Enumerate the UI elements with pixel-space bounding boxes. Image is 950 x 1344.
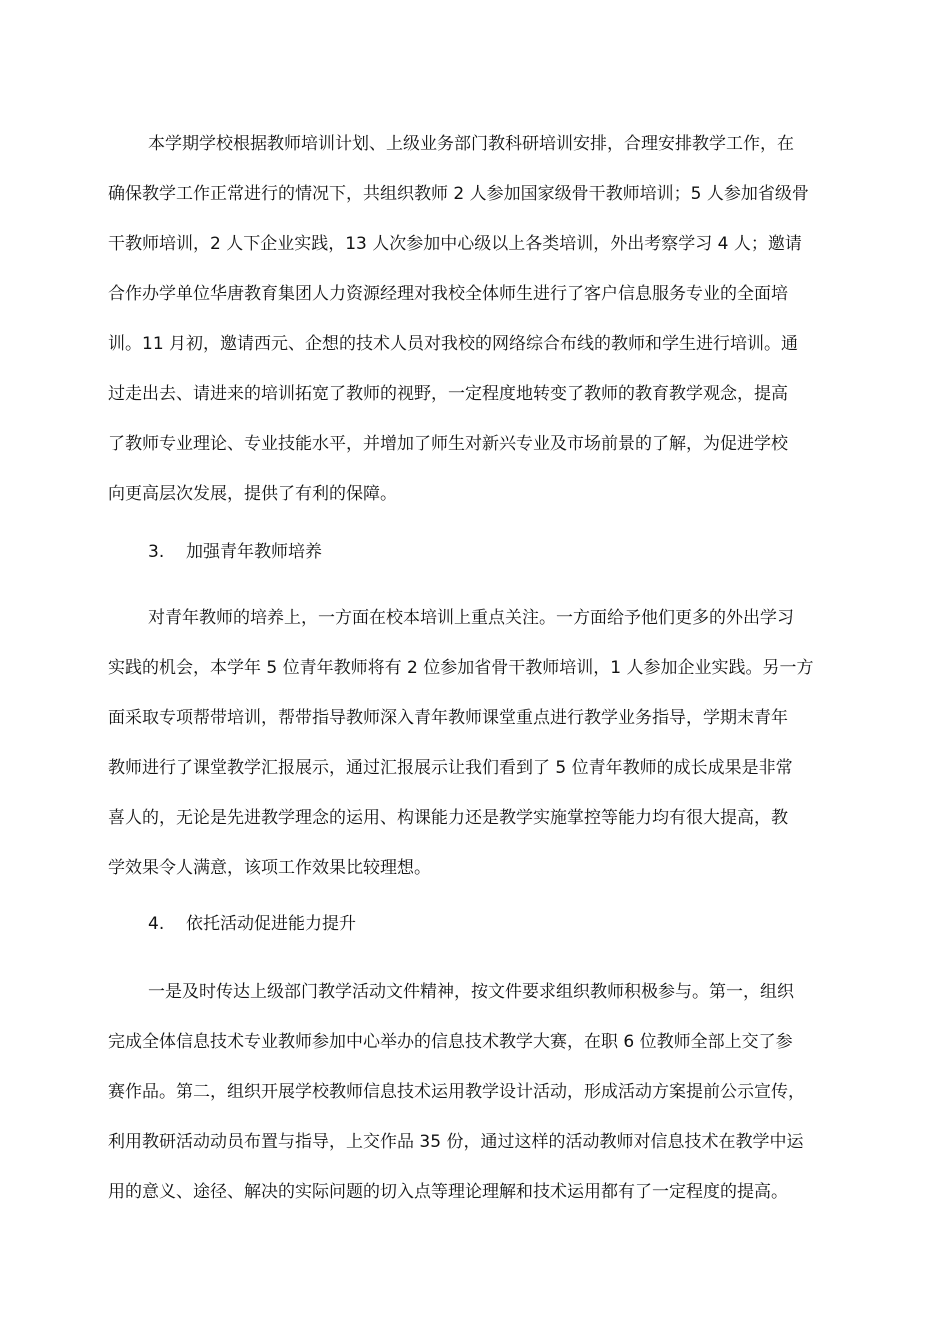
text-line: 实践的机会，本学年 5 位青年教师将有 2 位参加省骨干教师培训，1 人参加企业实践。另一方 (108, 658, 814, 678)
text-line: 用的意义、途径、解决的实际问题的切入点等理论理解和技术运用都有了一定程度的提高。 (108, 1182, 788, 1202)
text-line: 了教师专业理论、专业技能水平，并增加了师生对新兴专业及市场前景的了解，为促进学校 (108, 434, 788, 454)
text-line: 训。11 月初，邀请西元、企想的技术人员对我校的网络综合布线的教师和学生进行培训。通 (108, 334, 799, 354)
text-line: 干教师培训，2 人下企业实践，13 人次参加中心级以上各类培训，外出考察学习 4 人；邀请 (108, 234, 802, 254)
text-line: 过走出去、请进来的培训拓宽了教师的视野，一定程度地转变了教师的教育教学观念，提高 (108, 384, 788, 404)
text-line: 面采取专项帮带培训，帮带指导教师深入青年教师课堂重点进行教学业务指导，学期末青年 (108, 708, 788, 728)
section-heading-3 (148, 540, 322, 564)
text-line: 合作办学单位华唐教育集团人力资源经理对我校全体师生进行了客户信息服务专业的全面培 (108, 284, 788, 304)
text-line: 对青年教师的培养上，一方面在校本培训上重点关注。一方面给予他们更多的外出学习 (148, 608, 794, 628)
text-line: 学效果令人满意，该项工作效果比较理想。 (108, 858, 431, 878)
heading-title: 加强青年教师培养 (186, 542, 322, 562)
heading-title: 依托活动促进能力提升 (186, 914, 356, 934)
heading-number: 3. (148, 542, 165, 562)
heading-number: 4. (148, 914, 165, 934)
text-line: 利用教研活动动员布置与指导，上交作品 35 份，通过这样的活动教师对信息技术在教学中运 (108, 1132, 804, 1152)
text-line: 一是及时传达上级部门教学活动文件精神，按文件要求组织教师积极参与。第一，组织 (148, 982, 794, 1002)
text-line: 本学期学校根据教师培训计划、上级业务部门教科研培训安排，合理安排教学工作，在 (148, 134, 794, 154)
text-line: 赛作品。第二，组织开展学校教师信息技术运用教学设计活动，形成活动方案提前公示宣传， (108, 1082, 805, 1102)
section-heading-4 (148, 912, 356, 936)
text-line: 确保教学工作正常进行的情况下，共组织教师 2 人参加国家级骨干教师培训；5 人参加省级骨 (108, 184, 809, 204)
text-line: 喜人的，无论是先进教学理念的运用、构课能力还是教学实施掌控等能力均有很大提高，教 (108, 808, 788, 828)
text-line: 教师进行了课堂教学汇报展示，通过汇报展示让我们看到了 5 位青年教师的成长成果是非常 (108, 758, 793, 778)
text-line: 向更高层次发展，提供了有利的保障。 (108, 484, 397, 504)
text-line: 完成全体信息技术专业教师参加中心举办的信息技术教学大赛，在职 6 位教师全部上交了参 (108, 1032, 793, 1052)
